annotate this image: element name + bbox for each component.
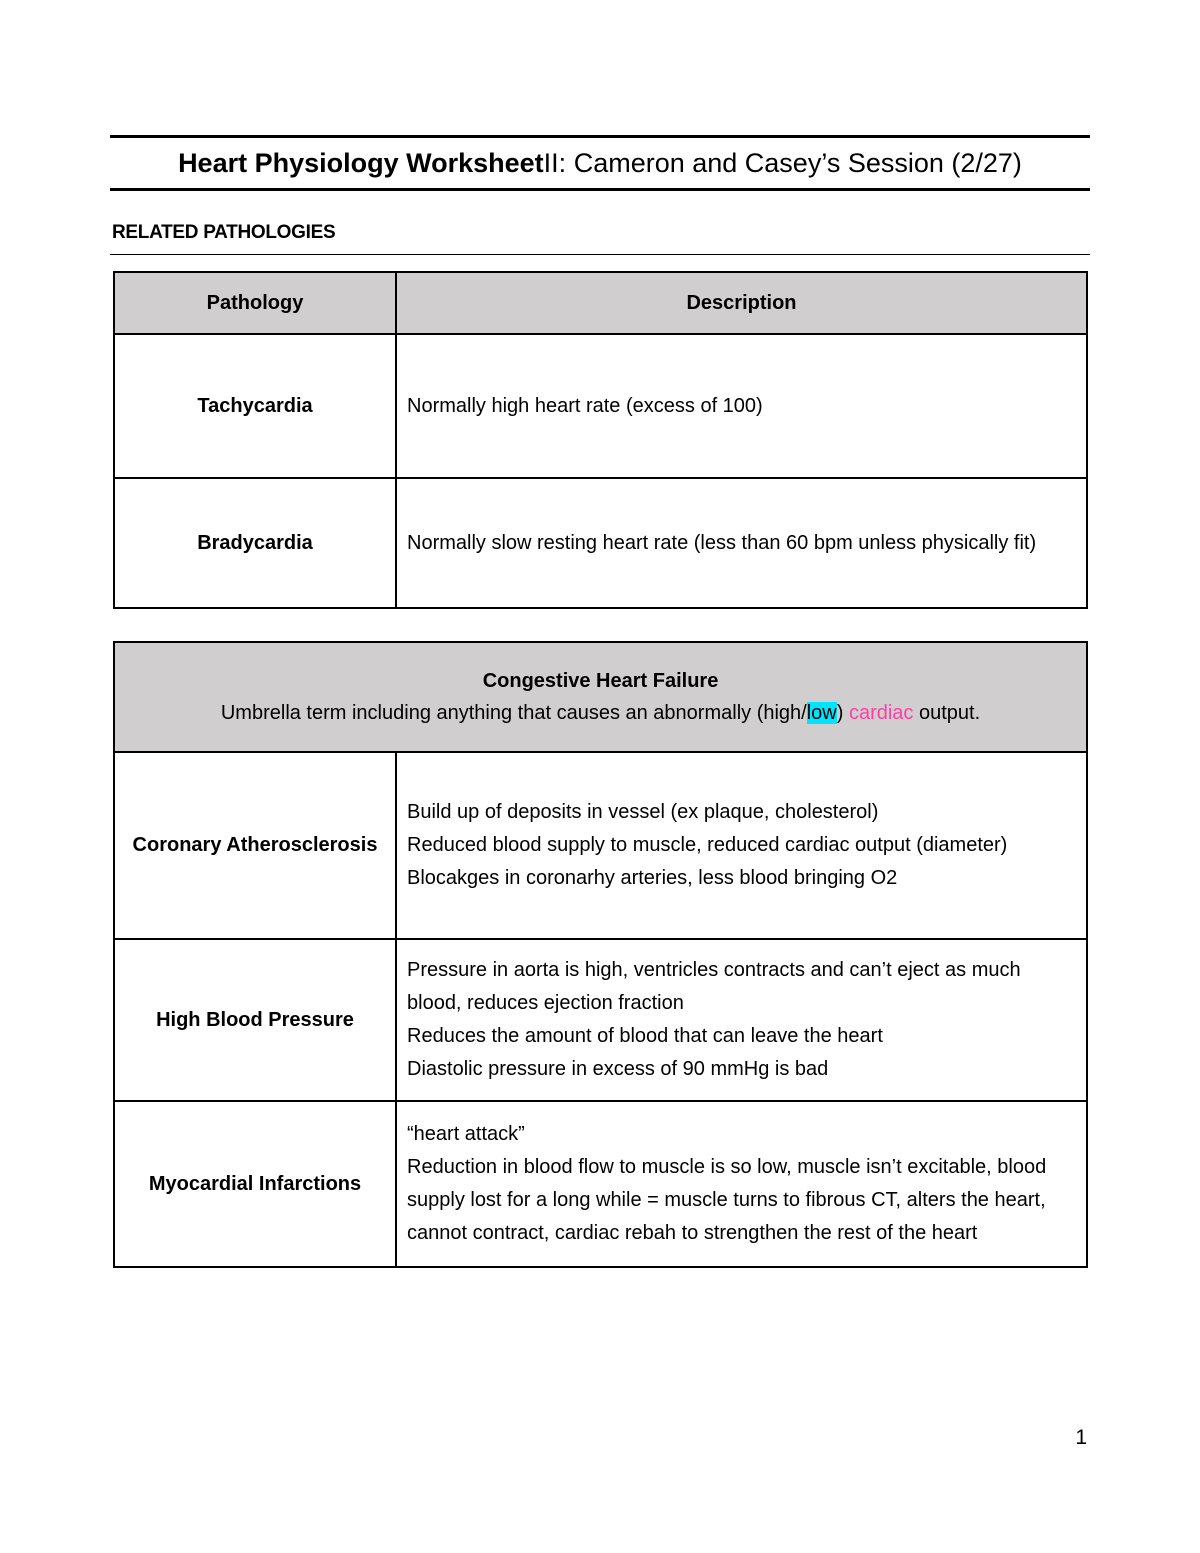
description-line: Reduced blood supply to muscle, reduced cardiac output (diameter) (407, 834, 1008, 856)
chf-subtitle-part: Umbrella term including anything that causes an abnormally (high/ (220, 702, 807, 724)
title-rest: Cameron and Casey’s Session (2/27) (566, 147, 1022, 178)
highlighted-word: low (806, 702, 837, 724)
pink-word: cardiac (848, 702, 914, 724)
table-row (114, 334, 1087, 478)
pathology-description (396, 478, 1087, 608)
table-row (114, 478, 1087, 608)
description-line: “heart attack” (407, 1123, 525, 1145)
description-line: Blocakges in coronarhy arteries, less blood bringing O2 (407, 867, 898, 889)
description-line: Reduction in blood flow to muscle is so low, muscle isn’t excitable, blood supply lost for a long while = muscle turns to fibrous CT, alters the heart, cannot contract, cardiac rebah to strengthen the rest of the heart (407, 1156, 1047, 1244)
column-header-pathology: Pathology (114, 272, 396, 334)
table-header-row (114, 642, 1087, 752)
pathology-name: Coronary Atherosclerosis (114, 752, 396, 939)
chf-subtitle-part: ) (836, 702, 849, 724)
description-line: Diastolic pressure in excess of 90 mmHg is bad (407, 1058, 829, 1080)
pathology-description (396, 939, 1087, 1101)
table-row (114, 1101, 1087, 1267)
column-header-description: Description (396, 272, 1087, 334)
pathology-description (396, 1101, 1087, 1267)
table-header-row (114, 272, 1087, 334)
pathology-description (396, 752, 1087, 939)
description-line: Normally slow resting heart rate (less than 60 bpm unless physically fit) (407, 531, 1037, 554)
chf-header-cell (114, 642, 1087, 752)
section-heading: RELATED PATHOLOGIES (112, 222, 336, 243)
chf-subtitle-part: output. (913, 702, 981, 724)
page-number: 1 (1075, 1426, 1087, 1449)
document-title (110, 135, 1090, 191)
pathology-name: Myocardial Infarctions (114, 1101, 396, 1267)
title-bold: Heart Physiology Worksheet (178, 147, 544, 178)
description-line: Pressure in aorta is high, ventricles contracts and can’t eject as much blood, reduces ejection fraction (407, 959, 1021, 1014)
congestive-heart-failure-table (113, 641, 1088, 1268)
table-row (114, 752, 1087, 939)
title-numeral: II: (543, 147, 567, 178)
pathology-description (396, 334, 1087, 478)
description-line: Normally high heart rate (excess of 100) (407, 394, 763, 417)
chf-title: Congestive Heart Failure (482, 670, 719, 692)
pathology-name: High Blood Pressure (114, 939, 396, 1101)
description-line: Reduces the amount of blood that can leave the heart (407, 1025, 883, 1047)
description-line: Build up of deposits in vessel (ex plaque, cholesterol) (407, 801, 879, 823)
table-row (114, 939, 1087, 1101)
pathology-name: Tachycardia (114, 334, 396, 478)
pathology-table (113, 271, 1088, 609)
chf-subtitle (221, 702, 980, 724)
section-divider (110, 254, 1090, 255)
pathology-name: Bradycardia (114, 478, 396, 608)
